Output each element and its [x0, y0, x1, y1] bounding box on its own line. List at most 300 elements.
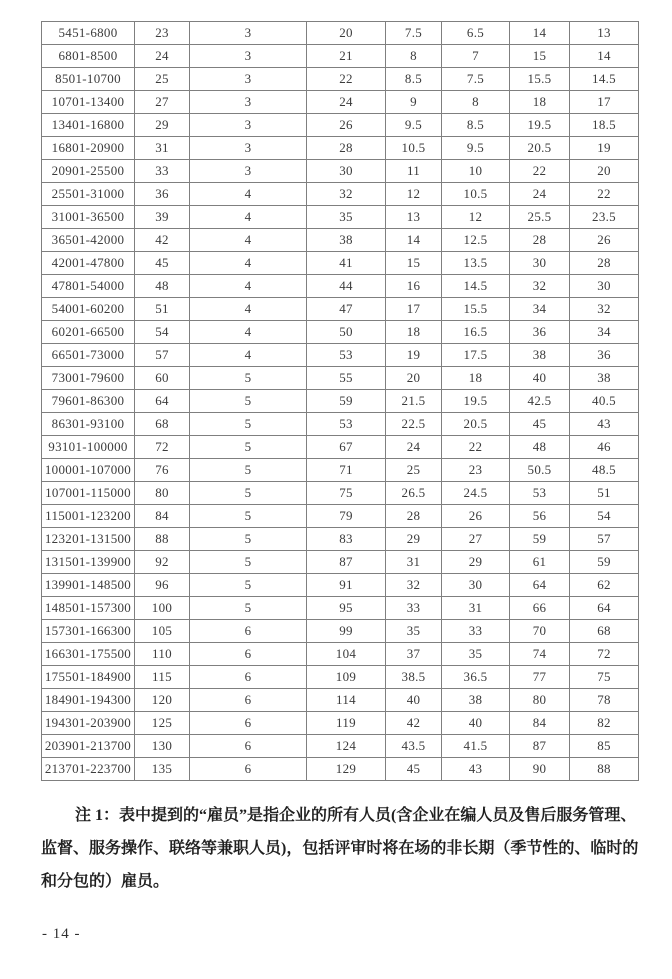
- table-cell: 32: [386, 574, 442, 597]
- table-cell: 4: [190, 229, 307, 252]
- table-cell: 24: [510, 183, 570, 206]
- table-cell: 8.5: [442, 114, 510, 137]
- table-cell: 54: [570, 505, 639, 528]
- table-cell: 43: [442, 758, 510, 781]
- table-row: [42, 620, 639, 643]
- table-cell: 24: [386, 436, 442, 459]
- table-cell: 16: [386, 275, 442, 298]
- table-cell: 86301-93100: [42, 413, 135, 436]
- table-cell: 18: [510, 91, 570, 114]
- table-cell: 47801-54000: [42, 275, 135, 298]
- table-cell: 78: [570, 689, 639, 712]
- table-cell: 12.5: [442, 229, 510, 252]
- table-row: [42, 666, 639, 689]
- table-cell: 68: [135, 413, 190, 436]
- table-cell: 20: [307, 22, 386, 45]
- table-cell: 15.5: [510, 68, 570, 91]
- table-cell: 51: [135, 298, 190, 321]
- table-cell: 31: [386, 551, 442, 574]
- table-cell: 18: [386, 321, 442, 344]
- table-cell: 6.5: [442, 22, 510, 45]
- table-cell: 22: [442, 436, 510, 459]
- table-cell: 38: [307, 229, 386, 252]
- table-cell: 28: [307, 137, 386, 160]
- table-cell: 13.5: [442, 252, 510, 275]
- table-cell: 24: [135, 45, 190, 68]
- table-cell: 32: [570, 298, 639, 321]
- table-cell: 84: [135, 505, 190, 528]
- table-cell: 28: [386, 505, 442, 528]
- table-cell: 10.5: [442, 183, 510, 206]
- table-cell: 40: [442, 712, 510, 735]
- table-cell: 109: [307, 666, 386, 689]
- table-cell: 114: [307, 689, 386, 712]
- table-cell: 71: [307, 459, 386, 482]
- table-cell: 33: [442, 620, 510, 643]
- table-cell: 3: [190, 68, 307, 91]
- table-row: [42, 689, 639, 712]
- table-row: [42, 321, 639, 344]
- table-cell: 43.5: [386, 735, 442, 758]
- table-cell: 61: [510, 551, 570, 574]
- table-cell: 24.5: [442, 482, 510, 505]
- table-cell: 38: [510, 344, 570, 367]
- table-cell: 22: [510, 160, 570, 183]
- table-cell: 5: [190, 551, 307, 574]
- table-cell: 21: [307, 45, 386, 68]
- table-cell: 30: [570, 275, 639, 298]
- table-cell: 19: [386, 344, 442, 367]
- table-cell: 14: [386, 229, 442, 252]
- table-row: [42, 91, 639, 114]
- table-cell: 92: [135, 551, 190, 574]
- table-cell: 9: [386, 91, 442, 114]
- table-cell: 3: [190, 160, 307, 183]
- table-cell: 36: [570, 344, 639, 367]
- table-cell: 21.5: [386, 390, 442, 413]
- table-cell: 35: [442, 643, 510, 666]
- table-cell: 42: [135, 229, 190, 252]
- table-cell: 59: [510, 528, 570, 551]
- table-cell: 42: [386, 712, 442, 735]
- table-cell: 110: [135, 643, 190, 666]
- table-cell: 38: [442, 689, 510, 712]
- table-cell: 48: [135, 275, 190, 298]
- table-cell: 18.5: [570, 114, 639, 137]
- table-row: [42, 22, 639, 45]
- table-cell: 5: [190, 367, 307, 390]
- table-cell: 16.5: [442, 321, 510, 344]
- table-cell: 27: [135, 91, 190, 114]
- table-cell: 129: [307, 758, 386, 781]
- table-cell: 7: [442, 45, 510, 68]
- table-cell: 19: [570, 137, 639, 160]
- footnote: [41, 799, 637, 898]
- table-cell: 42.5: [510, 390, 570, 413]
- table-cell: 6: [190, 666, 307, 689]
- table-cell: 51: [570, 482, 639, 505]
- table-row: [42, 528, 639, 551]
- table-cell: 19.5: [442, 390, 510, 413]
- table-cell: 48.5: [570, 459, 639, 482]
- table-row: [42, 459, 639, 482]
- table-cell: 26: [307, 114, 386, 137]
- table-cell: 148501-157300: [42, 597, 135, 620]
- table-row: [42, 436, 639, 459]
- table-cell: 32: [510, 275, 570, 298]
- table-cell: 41.5: [442, 735, 510, 758]
- table-cell: 30: [307, 160, 386, 183]
- table-cell: 24: [307, 91, 386, 114]
- table-cell: 6: [190, 712, 307, 735]
- table-cell: 10701-13400: [42, 91, 135, 114]
- table-cell: 5: [190, 436, 307, 459]
- table-cell: 33: [135, 160, 190, 183]
- table-cell: 84: [510, 712, 570, 735]
- table-cell: 22.5: [386, 413, 442, 436]
- table-cell: 5: [190, 574, 307, 597]
- table-cell: 55: [307, 367, 386, 390]
- table-cell: 53: [510, 482, 570, 505]
- table-cell: 115001-123200: [42, 505, 135, 528]
- table-cell: 5: [190, 482, 307, 505]
- table-cell: 50: [307, 321, 386, 344]
- employee-score-table: [41, 21, 639, 781]
- table-cell: 10.5: [386, 137, 442, 160]
- table-cell: 33: [386, 597, 442, 620]
- table-cell: 4: [190, 344, 307, 367]
- table-cell: 16801-20900: [42, 137, 135, 160]
- table-cell: 100001-107000: [42, 459, 135, 482]
- table-cell: 75: [570, 666, 639, 689]
- table-cell: 31001-36500: [42, 206, 135, 229]
- table-cell: 5: [190, 505, 307, 528]
- table-cell: 35: [386, 620, 442, 643]
- table-cell: 4: [190, 275, 307, 298]
- table-cell: 23: [135, 22, 190, 45]
- table-cell: 60: [135, 367, 190, 390]
- table-cell: 28: [510, 229, 570, 252]
- table-cell: 80: [510, 689, 570, 712]
- table-cell: 13401-16800: [42, 114, 135, 137]
- table-cell: 46: [570, 436, 639, 459]
- table-cell: 82: [570, 712, 639, 735]
- table-cell: 64: [510, 574, 570, 597]
- table-cell: 17.5: [442, 344, 510, 367]
- table-cell: 14: [570, 45, 639, 68]
- table-row: [42, 413, 639, 436]
- table-cell: 68: [570, 620, 639, 643]
- table-cell: 90: [510, 758, 570, 781]
- table-cell: 87: [510, 735, 570, 758]
- table-cell: 30: [442, 574, 510, 597]
- table-cell: 95: [307, 597, 386, 620]
- table-row: [42, 137, 639, 160]
- table-row: [42, 367, 639, 390]
- table-row: [42, 551, 639, 574]
- table-cell: 38: [570, 367, 639, 390]
- page-number: - 14 -: [42, 926, 81, 942]
- table-cell: 77: [510, 666, 570, 689]
- table-cell: 135: [135, 758, 190, 781]
- footnote-line-1: 注 1：表中提到的“雇员”是指企业的所有人员(含企业在编人员及售后服务管理、: [75, 807, 637, 824]
- table-cell: 12: [386, 183, 442, 206]
- table-row: [42, 482, 639, 505]
- table-cell: 166301-175500: [42, 643, 135, 666]
- table-row: [42, 229, 639, 252]
- table-cell: 45: [386, 758, 442, 781]
- table-cell: 99: [307, 620, 386, 643]
- table-cell: 11: [386, 160, 442, 183]
- table-row: [42, 574, 639, 597]
- table-cell: 53: [307, 344, 386, 367]
- table-cell: 3: [190, 22, 307, 45]
- table-cell: 8501-10700: [42, 68, 135, 91]
- table-cell: 105: [135, 620, 190, 643]
- table-cell: 60201-66500: [42, 321, 135, 344]
- table-cell: 36501-42000: [42, 229, 135, 252]
- table-cell: 6: [190, 643, 307, 666]
- table-cell: 96: [135, 574, 190, 597]
- table-cell: 25: [386, 459, 442, 482]
- table-cell: 54: [135, 321, 190, 344]
- table-row: [42, 390, 639, 413]
- table-cell: 40: [510, 367, 570, 390]
- table-cell: 125: [135, 712, 190, 735]
- table-cell: 47: [307, 298, 386, 321]
- table-cell: 54001-60200: [42, 298, 135, 321]
- table-row: [42, 344, 639, 367]
- table-cell: 53: [307, 413, 386, 436]
- table-cell: 67: [307, 436, 386, 459]
- table-cell: 104: [307, 643, 386, 666]
- table-row: [42, 160, 639, 183]
- table-row: [42, 45, 639, 68]
- table-cell: 124: [307, 735, 386, 758]
- table-row: [42, 298, 639, 321]
- table-cell: 119: [307, 712, 386, 735]
- table-cell: 139901-148500: [42, 574, 135, 597]
- table-cell: 32: [307, 183, 386, 206]
- table-cell: 4: [190, 252, 307, 275]
- table-row: [42, 712, 639, 735]
- table-cell: 35: [307, 206, 386, 229]
- table-row: [42, 505, 639, 528]
- table-cell: 50.5: [510, 459, 570, 482]
- table-cell: 80: [135, 482, 190, 505]
- table-cell: 48: [510, 436, 570, 459]
- table-cell: 56: [510, 505, 570, 528]
- table-cell: 25.5: [510, 206, 570, 229]
- table-cell: 14.5: [570, 68, 639, 91]
- table-cell: 45: [510, 413, 570, 436]
- table-cell: 4: [190, 298, 307, 321]
- table-cell: 20.5: [510, 137, 570, 160]
- table-cell: 3: [190, 137, 307, 160]
- table-cell: 29: [386, 528, 442, 551]
- table-cell: 15: [510, 45, 570, 68]
- table-row: [42, 758, 639, 781]
- table-row: [42, 183, 639, 206]
- table-cell: 29: [135, 114, 190, 137]
- table-cell: 13: [570, 22, 639, 45]
- table-cell: 39: [135, 206, 190, 229]
- table-cell: 10: [442, 160, 510, 183]
- table-cell: 20.5: [442, 413, 510, 436]
- table-cell: 5: [190, 413, 307, 436]
- table-cell: 14.5: [442, 275, 510, 298]
- table-cell: 79601-86300: [42, 390, 135, 413]
- table-cell: 57: [135, 344, 190, 367]
- table-cell: 34: [510, 298, 570, 321]
- table-cell: 36: [510, 321, 570, 344]
- table-cell: 79: [307, 505, 386, 528]
- table-cell: 26: [570, 229, 639, 252]
- table-cell: 26: [442, 505, 510, 528]
- table-cell: 9.5: [442, 137, 510, 160]
- table-cell: 40.5: [570, 390, 639, 413]
- table-cell: 100: [135, 597, 190, 620]
- table-cell: 85: [570, 735, 639, 758]
- table-cell: 74: [510, 643, 570, 666]
- table-cell: 31: [442, 597, 510, 620]
- table-cell: 15.5: [442, 298, 510, 321]
- table-cell: 14: [510, 22, 570, 45]
- table-cell: 5: [190, 459, 307, 482]
- table-cell: 123201-131500: [42, 528, 135, 551]
- table-cell: 194301-203900: [42, 712, 135, 735]
- table-cell: 18: [442, 367, 510, 390]
- table-cell: 6: [190, 620, 307, 643]
- table-cell: 131501-139900: [42, 551, 135, 574]
- table-cell: 5: [190, 390, 307, 413]
- table-cell: 17: [386, 298, 442, 321]
- table-cell: 66501-73000: [42, 344, 135, 367]
- table-cell: 45: [135, 252, 190, 275]
- table-cell: 20: [386, 367, 442, 390]
- table-cell: 7.5: [442, 68, 510, 91]
- table-cell: 34: [570, 321, 639, 344]
- table-cell: 23: [442, 459, 510, 482]
- table-cell: 31: [135, 137, 190, 160]
- table-cell: 13: [386, 206, 442, 229]
- table-cell: 3: [190, 91, 307, 114]
- table-cell: 62: [570, 574, 639, 597]
- table-cell: 5: [190, 528, 307, 551]
- table-cell: 120: [135, 689, 190, 712]
- table-cell: 29: [442, 551, 510, 574]
- table-cell: 93101-100000: [42, 436, 135, 459]
- table-cell: 41: [307, 252, 386, 275]
- table-cell: 8.5: [386, 68, 442, 91]
- table-cell: 43: [570, 413, 639, 436]
- table-cell: 19.5: [510, 114, 570, 137]
- table-cell: 72: [570, 643, 639, 666]
- table-cell: 64: [570, 597, 639, 620]
- table-body: [42, 22, 639, 781]
- table-row: [42, 68, 639, 91]
- table-row: [42, 597, 639, 620]
- table-cell: 26.5: [386, 482, 442, 505]
- table-cell: 42001-47800: [42, 252, 135, 275]
- table-cell: 203901-213700: [42, 735, 135, 758]
- table-cell: 59: [307, 390, 386, 413]
- table-cell: 72: [135, 436, 190, 459]
- table-cell: 70: [510, 620, 570, 643]
- table-cell: 9.5: [386, 114, 442, 137]
- table-cell: 5451-6800: [42, 22, 135, 45]
- table-cell: 25: [135, 68, 190, 91]
- table-cell: 6801-8500: [42, 45, 135, 68]
- table-cell: 175501-184900: [42, 666, 135, 689]
- table-cell: 23.5: [570, 206, 639, 229]
- table-cell: 5: [190, 597, 307, 620]
- table-cell: 87: [307, 551, 386, 574]
- table-cell: 7.5: [386, 22, 442, 45]
- table-cell: 22: [570, 183, 639, 206]
- table-row: [42, 114, 639, 137]
- table-cell: 17: [570, 91, 639, 114]
- table-cell: 30: [510, 252, 570, 275]
- table-row: [42, 275, 639, 298]
- table-cell: 20: [570, 160, 639, 183]
- table-cell: 8: [442, 91, 510, 114]
- table-cell: 3: [190, 45, 307, 68]
- table-cell: 22: [307, 68, 386, 91]
- table-cell: 76: [135, 459, 190, 482]
- table-cell: 66: [510, 597, 570, 620]
- table-cell: 83: [307, 528, 386, 551]
- table-row: [42, 206, 639, 229]
- table-cell: 64: [135, 390, 190, 413]
- table-cell: 107001-115000: [42, 482, 135, 505]
- table-row: [42, 252, 639, 275]
- table-cell: 59: [570, 551, 639, 574]
- table-cell: 28: [570, 252, 639, 275]
- table-cell: 130: [135, 735, 190, 758]
- table-cell: 6: [190, 758, 307, 781]
- table-cell: 25501-31000: [42, 183, 135, 206]
- table-cell: 73001-79600: [42, 367, 135, 390]
- table-cell: 38.5: [386, 666, 442, 689]
- table-cell: 88: [570, 758, 639, 781]
- table-cell: 57: [570, 528, 639, 551]
- table-row: [42, 735, 639, 758]
- table-cell: 4: [190, 183, 307, 206]
- table-cell: 75: [307, 482, 386, 505]
- table-cell: 157301-166300: [42, 620, 135, 643]
- table-cell: 184901-194300: [42, 689, 135, 712]
- table-cell: 36: [135, 183, 190, 206]
- table-cell: 27: [442, 528, 510, 551]
- table-cell: 4: [190, 321, 307, 344]
- table-cell: 6: [190, 689, 307, 712]
- table-cell: 15: [386, 252, 442, 275]
- table-cell: 12: [442, 206, 510, 229]
- table-cell: 44: [307, 275, 386, 298]
- table-cell: 40: [386, 689, 442, 712]
- table-cell: 213701-223700: [42, 758, 135, 781]
- footnote-line-3: 和分包的）雇员。: [41, 873, 170, 890]
- table-cell: 37: [386, 643, 442, 666]
- table-cell: 20901-25500: [42, 160, 135, 183]
- table-row: [42, 643, 639, 666]
- table-cell: 8: [386, 45, 442, 68]
- table-cell: 91: [307, 574, 386, 597]
- table-cell: 115: [135, 666, 190, 689]
- table-cell: 88: [135, 528, 190, 551]
- table-cell: 3: [190, 114, 307, 137]
